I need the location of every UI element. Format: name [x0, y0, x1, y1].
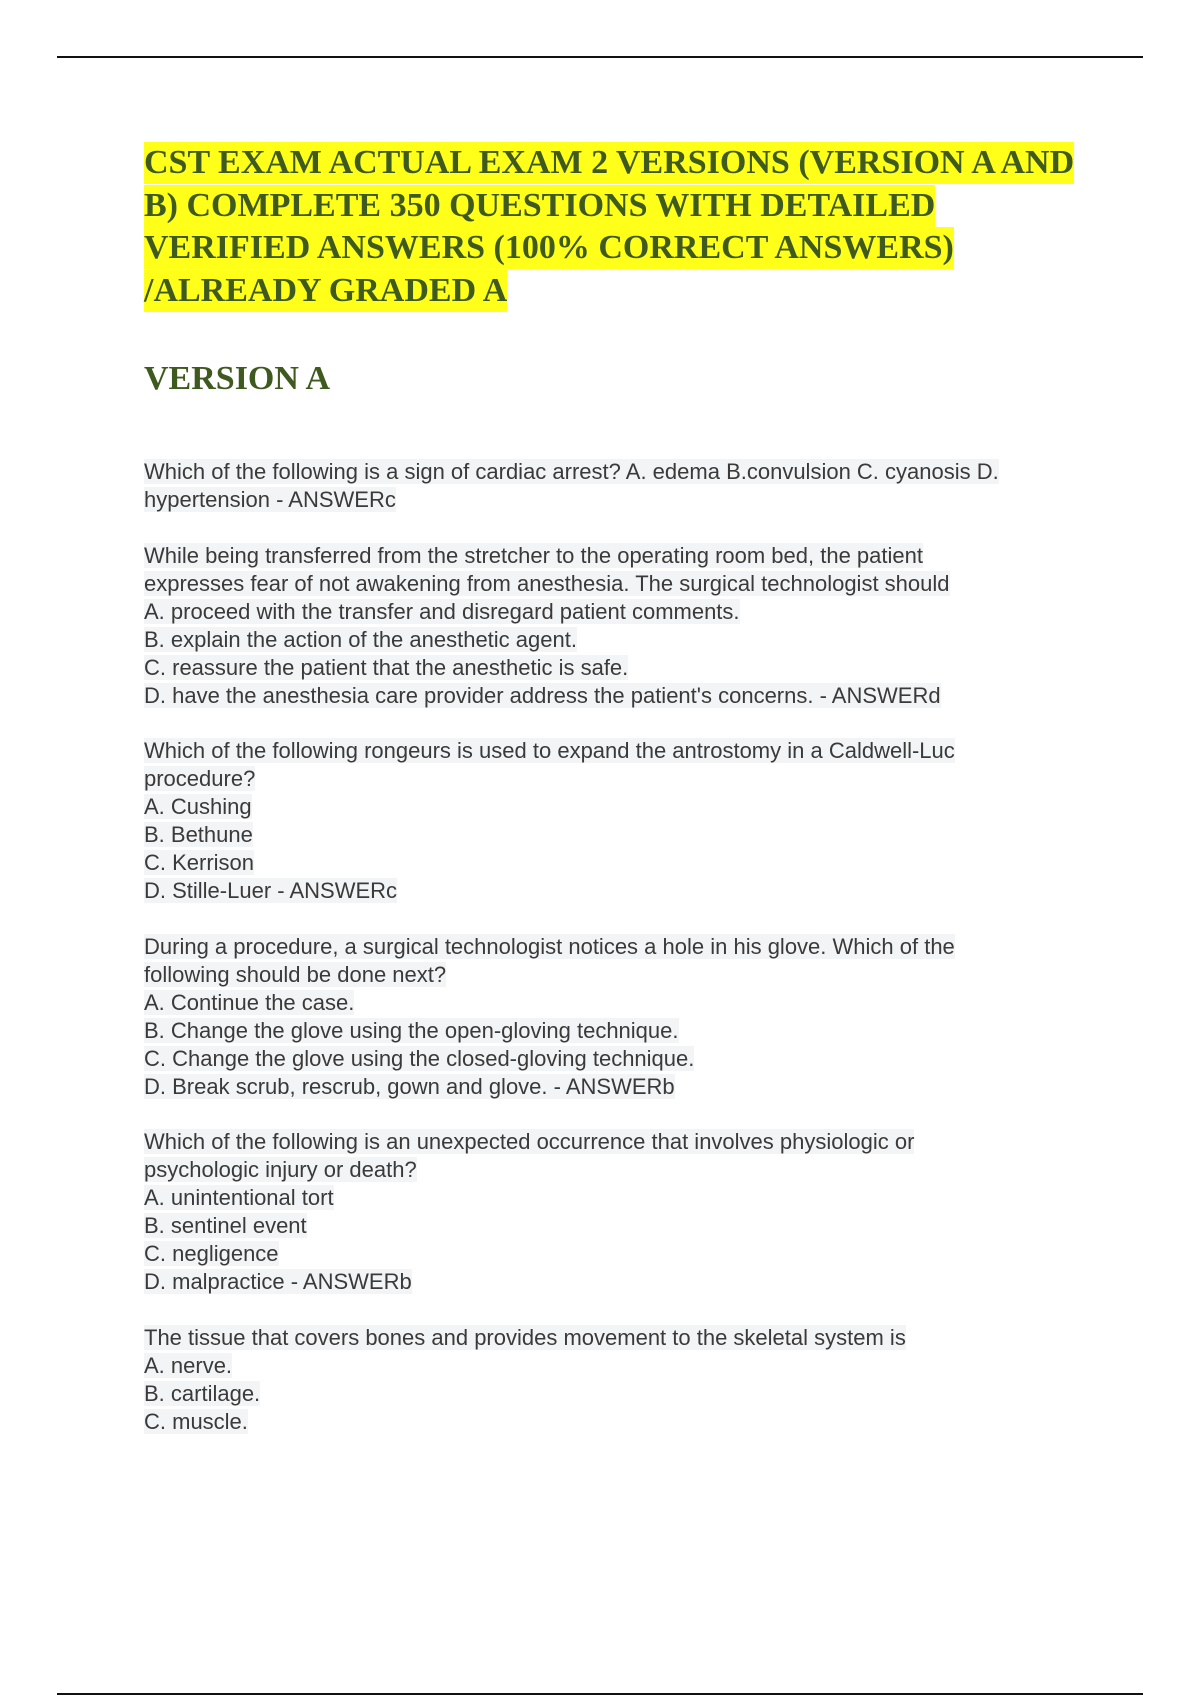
question-option: C. muscle. [144, 1408, 248, 1434]
question-line: Which of the following is an unexpected occurrence that involves physiologic or [144, 1129, 915, 1154]
question-list [144, 458, 1094, 1463]
question-option: D. malpractice - ANSWERb [144, 1269, 412, 1294]
bottom-rule [57, 1693, 1143, 1695]
question-4 [144, 933, 1094, 1101]
question-option: A. Cushing [144, 794, 252, 819]
question-option: D. Break scrub, rescrub, gown and glove. - ANSWERb [144, 1073, 675, 1099]
question-line: hypertension - ANSWERc [144, 487, 396, 512]
question-line: While being transferred from the stretcher to the operating room bed, the patient [144, 542, 923, 568]
version-heading: VERSION A [144, 360, 331, 397]
question-line: psychologic injury or death? [144, 1157, 417, 1182]
top-rule [57, 56, 1143, 58]
question-option: B. cartilage. [144, 1380, 261, 1406]
question-3 [144, 737, 1094, 905]
question-option: B. sentinel event [144, 1213, 307, 1238]
question-line: Which of the following rongeurs is used to expand the antrostomy in a Caldwell-Luc [144, 738, 955, 763]
question-line: Which of the following is a sign of cardiac arrest? A. edema B.convulsion C. cyanosis D. [144, 459, 999, 484]
question-line: following should be done next? [144, 961, 447, 987]
question-option: B. Change the glove using the open-gloving technique. [144, 1017, 679, 1043]
question-option: A. proceed with the transfer and disregard patient comments. [144, 598, 740, 624]
question-line: The tissue that covers bones and provides movement to the skeletal system is [144, 1324, 906, 1350]
question-2 [144, 542, 1094, 710]
question-option: D. have the anesthesia care provider address the patient's concerns. - ANSWERd [144, 682, 941, 708]
question-option: A. nerve. [144, 1352, 233, 1378]
question-option: C. negligence [144, 1241, 279, 1266]
question-line: expresses fear of not awakening from anesthesia. The surgical technologist should [144, 570, 950, 596]
question-option: C. Change the glove using the closed-gloving technique. [144, 1045, 695, 1071]
document-title [144, 142, 1094, 312]
question-option: B. Bethune [144, 822, 253, 847]
question-1 [144, 458, 1094, 514]
question-option: D. Stille-Luer - ANSWERc [144, 878, 398, 903]
question-line: procedure? [144, 766, 256, 791]
question-5 [144, 1128, 1094, 1296]
question-line: During a procedure, a surgical technologist notices a hole in his glove. Which of the [144, 933, 955, 959]
question-option: B. explain the action of the anesthetic agent. [144, 626, 577, 652]
question-option: A. unintentional tort [144, 1185, 334, 1210]
question-6 [144, 1324, 1094, 1436]
question-option: A. Continue the case. [144, 989, 355, 1015]
question-option: C. reassure the patient that the anesthetic is safe. [144, 654, 629, 680]
document-title-text: CST EXAM ACTUAL EXAM 2 VERSIONS (VERSION A AND B) COMPLETE 350 QUESTIONS WITH DETAILED VERIFIED ANSWERS (100% CORRECT ANSWERS) /ALREADY GRADED A [144, 142, 1074, 312]
question-option: C. Kerrison [144, 850, 255, 875]
